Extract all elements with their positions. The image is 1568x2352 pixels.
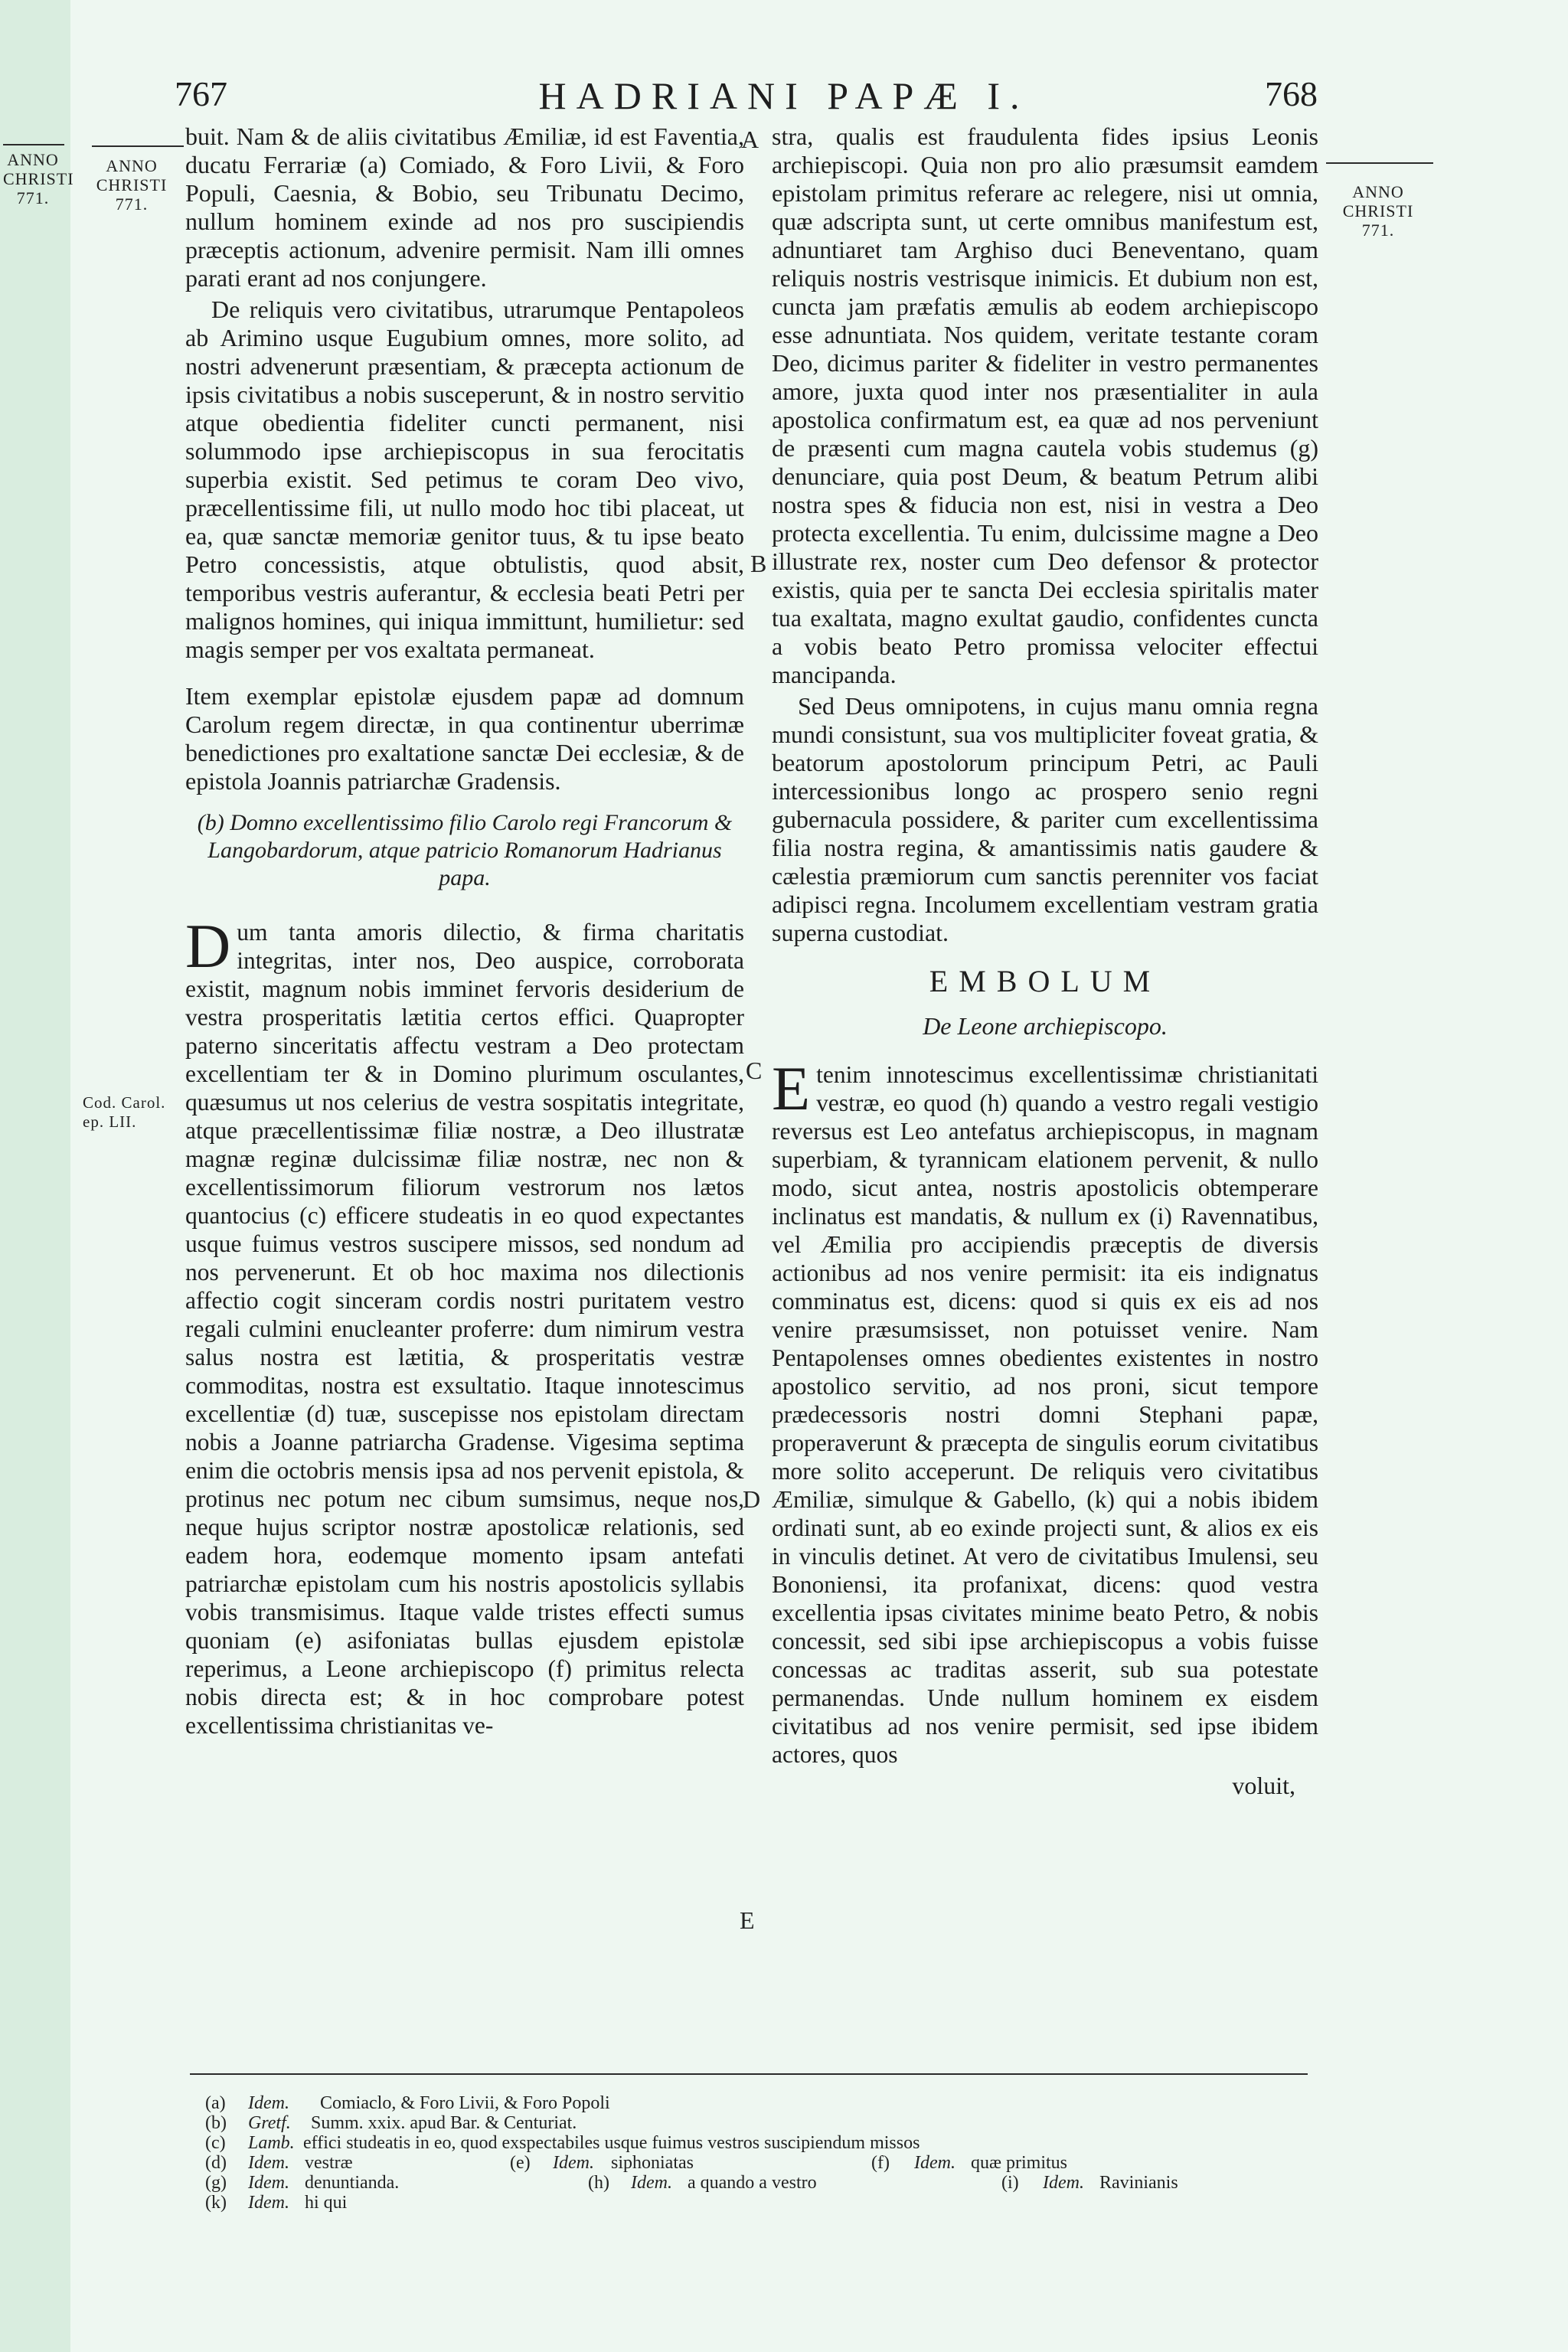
footnotes xyxy=(190,2093,1308,2213)
section-letter-b: B xyxy=(750,550,767,577)
right-paragraph-2: Sed Deus omnipotens, in cujus manu omnia regna mundi consistunt, sua vos multipliciter foveat gratia, & beatorum apostolorum principum Petri, ac Pauli intercessionibus longo ac prospero senio regni gubernacula possidere, & pariter cum excellentissima filia nostra regina, & amantissimis natis gaudere & cælestia præmiorum cum sanctis perenniter vos faciat adipisci regna. Incolumem excellentiam vestram gratia superna custodiat. xyxy=(772,692,1318,946)
margin-year-far-left: ANNO CHRISTI 771. xyxy=(3,150,74,207)
footnote-g-h-i: (g) Idem. denuntianda. (h) Idem. a quando a vestro (i) Idem. Ravinianis xyxy=(205,2173,1178,2193)
margin-rule-far-left xyxy=(3,144,64,145)
section-letter-d: D xyxy=(743,1485,761,1513)
margin-year-left: ANNO CHRISTI 771. xyxy=(96,156,168,214)
right-paragraph-3: tenim innotescimus excellentissimæ christianitati vestræ, eo quod (h) quando a vestro regali vestigio reversus est Leo antefatus archiepiscopus, in magnam superbiam, & tyrannicam elationem pervenit, & nullo modo, sicut antea, nostris apostolicis obtemperare inclinatus est mandatis, & nullum ex (i) Ravennatibus, vel Æmilia pro accipiendis præceptis de diversis actionibus ad nos venire permisit: ita eis indignatus comminatus est, dicens: quod si quis ex eis ad nos venire præsumsisset, non potuisset venire. Nam Pentapolenses omnes obedientes existentes in nostro apostolico servitio, ad nos proni, sicut tempore prædecessoris nostri domni Stephani papæ, properaverunt & præcepta de singulis eorum civitatibus more solito acceperunt. De reliquis vero civitatibus Æmiliæ, simulque & Gabello, (k) qui a nobis ibidem ordinati sunt, ab eo exinde projecti sunt, & alios ex eis in vinculis detinet. At vero de civitatibus Imulensi, seu Bononiensi, ita profanixat, dicens: quod vestra excellentia ipsas civitates minime beato Petro, & nobis concessit, sed sibi ipse archiepiscopus a vobis fuisse concessas ac traditas asserit, sub sua potestate permanendas. Unde nullum hominem ex eisdem civitatibus ad nos venire permisit, sed ipse ibidem actores, quos xyxy=(772,1061,1318,1768)
catchword: voluit, xyxy=(1232,1772,1295,1799)
left-paragraph-4: um tanta amoris dilectio, & firma charitatis integritas, inter nos, Deo auspice, corroborata existit, magnum nobis imminet fervoris desiderium de vestra prosperitatis lætitia certos effici. Quapropter paterno sinceritatis affectu vestram a Deo protectam excellentiam ter & in Domino plurimum osculantes, quæsumus ut nos celerius de vestra sospitatis integritate, atque præcellentissimæ filiæ nostræ, a Deo illustratæ magnæ reginæ dulcissimæ filiæ nostræ, nec non & excellentissimorum filiorum vestrorum nos lætos quantocius (c) efficere studeatis in eo quod expectantes usque fuimus vestros suscipere missos, sed nondum ad nos pervenerunt. Et ob hoc maxima nos dilectionis affectio cogit sinceram cordis nostri puritatem vestro regali culmini enucleanter proferre: dum nimirum vestra salus nostra est lætitia, & prosperitatis vestræ commoditas, nostra est exsultatio. Itaque innotescimus excellentiæ (d) tuæ, suscepisse nos epistolam directam nobis a Joanne patriarcha Gradense. Vigesima septima enim die octobris mensis ipsa ad nos pervenit epistola, & protinus nec potum nec cibum sumsimus, neque nos, neque hujus scriptor nostræ apostolicæ relationis, sed eadem hora, eodemque momento ipsam antefati patriarchæ epistolam cum his nostris apostolicis syllabis vobis transmisimus. Itaque valde tristes effecti sumus quoniam (e) asifoniatas bullas ejusdem epistolæ reperimus, a Leone archiepiscopo (f) primitus relecta nobis directa est; & in hoc comprobare potest excellentissima christianitas ve- xyxy=(185,919,744,1739)
section-letter-e: E xyxy=(740,1906,755,1934)
margin-rule-right xyxy=(1326,162,1433,164)
footnote-b: (b) Gretf. Summ. xxix. apud Bar. & Centuriat. xyxy=(205,2113,577,2133)
dropcap-d: D xyxy=(185,911,231,981)
right-text-column xyxy=(772,122,1318,1803)
left-paragraph-2: De reliquis vero civitatibus, utrarumque Pentapoleos ab Arimino usque Eugubium omnes, more solito, ad nostri advenerunt præsentiam, & præcepta actionum de ipsis civitatibus a nobis susceperunt, & in nostro servitio atque obedientia fideliter cuncti permanent, nisi solummodo ipse archiepiscopus in sua ferocitatis superbia existit. Sed petimus te coram Deo vivo, præcellentissime fili, ut nullo modo hoc tibi placeat, ut ea, quæ sanctæ memoriæ genitor tuus, & tu ipse beato Petro concessistis, atque obtulistis, quod absit, temporibus vestris auferantur, & ecclesia beati Petri per malignos homines, qui iniqua immittunt, humilietur: sed magis semper per vos exaltata permaneat. xyxy=(185,296,744,663)
left-text-column xyxy=(185,122,744,1743)
letter-salutation: (b) Domno excellentissimo filio Carolo regi Francorum & Langobardorum, atque patricio Romanorum Hadrianus papa. xyxy=(197,810,733,890)
left-paragraph-3: Item exemplar epistolæ ejusdem papæ ad domnum Carolum regem directæ, in qua continentur uberrimæ benedictiones pro exaltatione sanctæ Dei ecclesiæ, & de epistola Joannis patriarchæ Gradensis. xyxy=(185,682,744,795)
section-letter-a: A xyxy=(741,126,760,153)
page-number-right: 768 xyxy=(1265,74,1318,113)
right-paragraph-1: stra, qualis est fraudulenta fides ipsius Leonis archiepiscopi. Quia non pro alio præsumsit eamdem epistolam primitus referare ac relegere, nisi ut omnia, quæ adscripta sunt, ut certe omnibus manifestum est, adnuntiaret tam Arghiso duci Beneventano, quam reliquis nostris vestrisque inimicis. Et dubium non est, cuncta jam præfatis æmulis ab eodem archiepiscopo esse adnuntiata. Nos quidem, veritate testante coram Deo, dicimus pariter & fideliter in vestro permanentes amore, juxta quod inter nos præsentialiter in aula apostolica confirmatum est, ea quæ ad nos perveniunt de præsenti cum magna cautela vobis studemus (g) denunciare, quia post Deum, & beatum Petrum alibi nostra spes & fiducia non est, nisi in vestra a Deo protecta excellentia. Tu enim, dulcissime magne a Deo illustrate rex, noster cum Deo defensor & protector existis, quia per te sancta Dei ecclesia spiritalis mater tua exaltata, magno exultat gaudio, confidentes cuncta a vobis beato Petro promissa velociter effectui mancipanda. xyxy=(772,122,1318,688)
page-number-left: 767 xyxy=(175,74,227,113)
footnote-k: (k) Idem. hi qui xyxy=(205,2193,348,2213)
facing-page-edge xyxy=(0,0,74,2352)
margin-year-right: ANNO CHRISTI 771. xyxy=(1342,182,1414,240)
dropcap-e: E xyxy=(772,1054,811,1123)
section-subheading: De Leone archiepiscopo. xyxy=(923,1012,1168,1040)
page-title: HADRIANI PAPÆ I. xyxy=(538,74,1030,117)
margin-rule-left xyxy=(92,145,184,147)
footnote-a: (a) Idem. Comiaclo, & Foro Livii, & Foro Popoli xyxy=(205,2093,610,2113)
footnote-separator xyxy=(190,2073,1308,2075)
margin-codex-reference: Cod. Carol. ep. LII. xyxy=(83,1093,166,1131)
footnote-d-e-f: (d) Idem. vestræ (e) Idem. siphoniatas (f) Idem. quæ primitus xyxy=(205,2153,1068,2173)
section-letter-c: C xyxy=(746,1057,763,1084)
section-heading-embolum: EMBOLUM xyxy=(929,964,1161,998)
footnote-c: (c) Lamb. effici studeatis in eo, quod exspectabiles usque fuimus vestros suscipiendum missos xyxy=(205,2133,920,2153)
left-paragraph-1: buit. Nam & de aliis civitatibus Æmiliæ, id est Faventia, ducatu Ferrariæ (a) Comiado, & Foro Livii, & Foro Populi, Caesnia, & Bobio, seu Tribunatu Decimo, nullum hominem exinde ad nos pro suscipiendis præceptis actionum, advenire permisit. Nam illi omnes parati erant ad nos conjungere. xyxy=(185,122,744,292)
